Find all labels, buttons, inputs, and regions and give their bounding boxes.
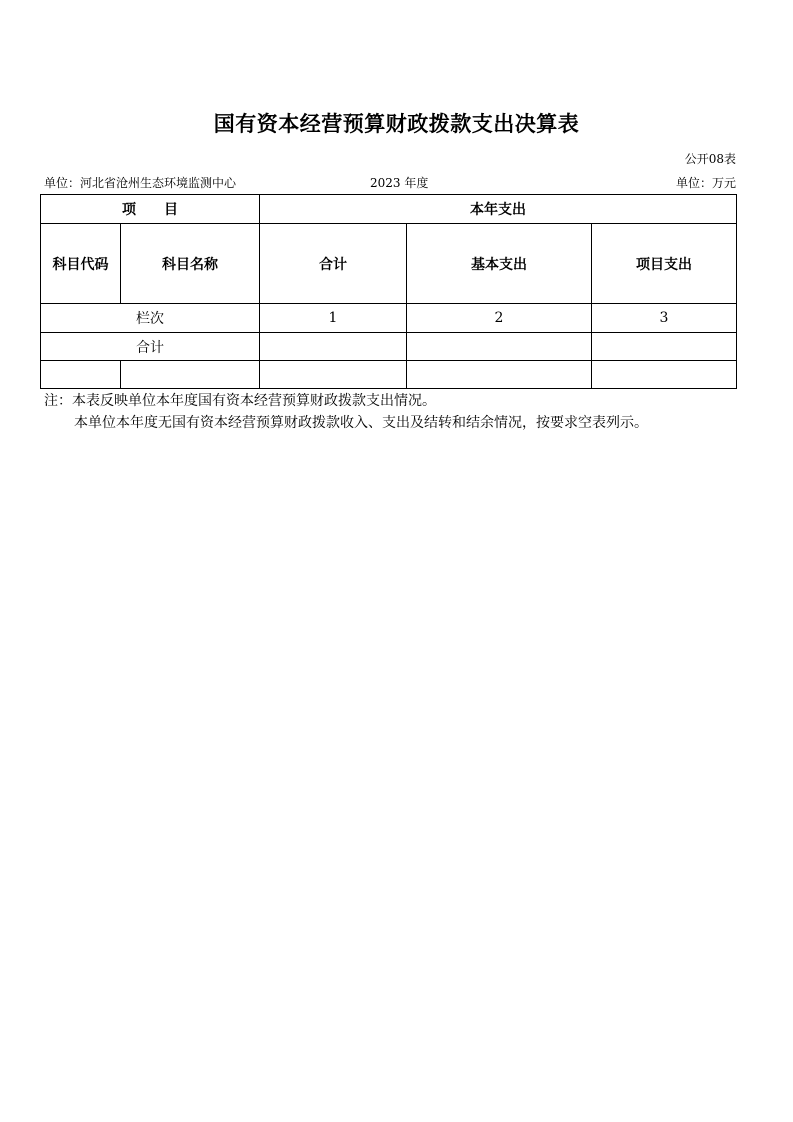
row-label-total: 合计 <box>41 333 260 361</box>
column-number-1: 1 <box>260 304 407 333</box>
header-subject-code: 科目代码 <box>41 224 121 304</box>
reporting-unit: 单位：河北省沧州生态环境监测中心 <box>44 176 237 190</box>
table-header-row-2 <box>41 224 737 304</box>
basic-expenditure-cell <box>407 333 592 361</box>
header-basic-expenditure: 基本支出 <box>407 224 592 304</box>
note-line-2: 本单位本年度无国有资本经营预算财政拨款收入、支出及结转和结余情况，按要求空表列示。 <box>74 415 648 431</box>
page-title: 国有资本经营预算财政拨款支出决算表 <box>213 112 580 136</box>
table-header-row-1 <box>41 195 737 224</box>
empty-basic-cell <box>407 361 592 389</box>
header-total: 合计 <box>260 224 407 304</box>
empty-project-cell <box>592 361 737 389</box>
header-current-year-expenditure: 本年支出 <box>260 195 737 224</box>
total-cell <box>260 333 407 361</box>
meta-row <box>44 174 736 192</box>
column-number-3: 3 <box>592 304 737 333</box>
row-label-column-number: 栏次 <box>41 304 260 333</box>
table-row-column-numbers <box>41 304 737 333</box>
table-row-total <box>41 333 737 361</box>
expenditure-table <box>40 194 737 389</box>
column-number-2: 2 <box>407 304 592 333</box>
fiscal-year: 2023 年度 <box>370 176 429 190</box>
empty-code-cell <box>41 361 121 389</box>
form-number: 公开08表 <box>684 152 736 166</box>
header-project-expenditure: 项目支出 <box>592 224 737 304</box>
header-subject-name: 科目名称 <box>121 224 260 304</box>
note-line-1: 注：本表反映单位本年度国有资本经营预算财政拨款支出情况。 <box>44 393 436 409</box>
empty-name-cell <box>121 361 260 389</box>
empty-total-cell <box>260 361 407 389</box>
header-item: 项 目 <box>41 195 260 224</box>
table-row-empty <box>41 361 737 389</box>
table-note <box>44 390 648 434</box>
project-expenditure-cell <box>592 333 737 361</box>
currency-unit: 单位：万元 <box>675 176 736 190</box>
